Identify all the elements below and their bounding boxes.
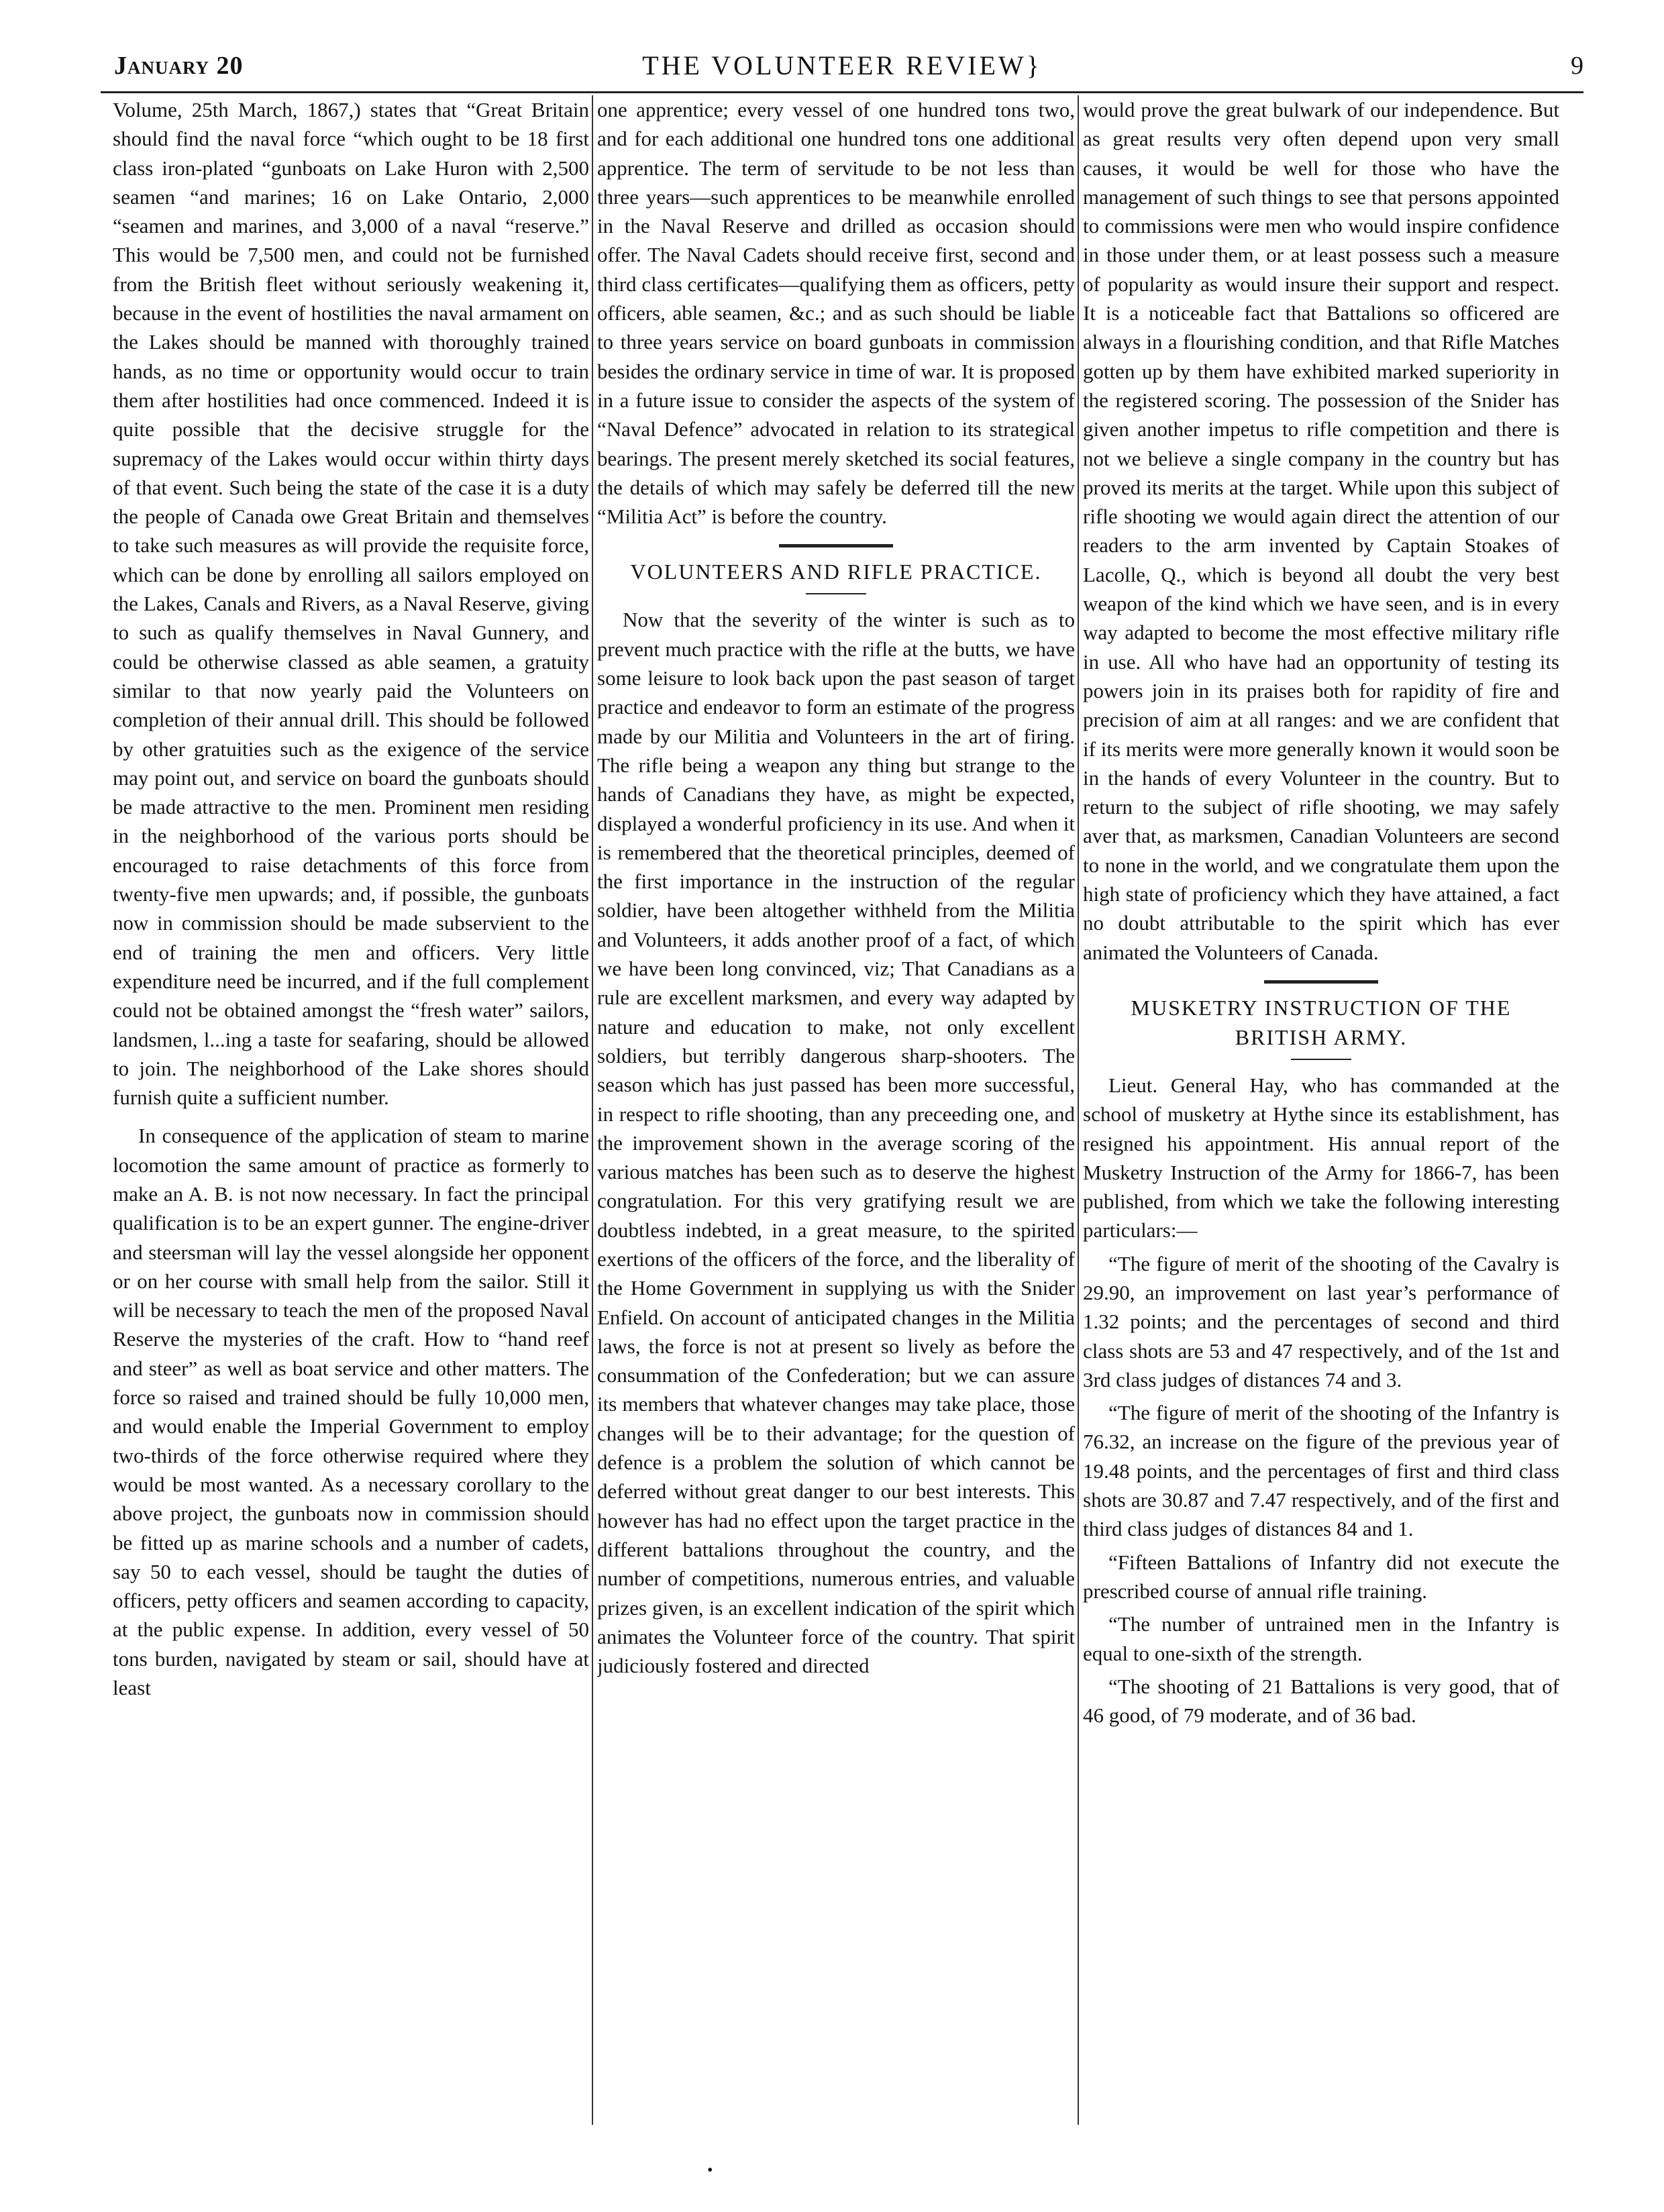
column-divider xyxy=(592,95,593,2125)
column-2 xyxy=(597,95,1075,2125)
section-divider xyxy=(1264,980,1378,984)
section-heading: MUSKETRY INSTRUCTION OF THE BRITISH ARMY. xyxy=(1131,995,1512,1049)
column-1 xyxy=(113,95,589,2125)
paragraph: “The number of untrained men in the Infantry is equal to one-sixth of the strength. xyxy=(1083,1612,1559,1665)
newspaper-title: THE VOLUNTEER REVIEW} xyxy=(642,50,1042,81)
paragraph: “Fifteen Battalions of Infantry did not execute the prescribed course of annual rifle training. xyxy=(1083,1550,1559,1603)
paragraph: “The figure of merit of the shooting of the Infantry is 76.32, an increase on the figure of the previous year of 19.48 points, and the percentages of first and third class shots are 30.87 and 7.47 respectively, and of the first and third class judges of distances 84 and 1. xyxy=(1083,1401,1559,1541)
paragraph: would prove the great bulwark of our independence. But as great results very often depend upon very small causes, it would be well for those who have the management of such things to see that persons appointed to commissions were men who would inspire confidence in those under them, or at least possess such a measure of popularity as would insure their support and respect. It is a noticeable fact that Battalions so officered are always in a flourishing condition, and that Rifle Matches gotten up by them have exhibited marked superiority in the registered scoring. The possession of the Snider has given another impetus to rifle competition and there is not we believe a single company in the country but has proved its merits at the target. While upon this subject of rifle shooting we would again direct the attention of our readers to the arm invented by Captain Stoakes of Lacolle, Q., which is beyond all doubt the very best weapon of the kind which we have seen, and is in every way adapted to become the most effective military rifle in use. All who have had an opportunity of testing its powers join in its praises both for rapidity of fire and precision of aim at all ranges: and we are confident that if its merits were more generally known it would soon be in the hands of every Volunteer in the country. But to return to the subject of rifle shooting, we may safely aver that, as marksmen, Canadian Volunteers are second to none in the world, and we congratulate them upon the high state of proficiency which they have attained, a fact no doubt attributable to the spirit which has ever animated the Volunteers of Canada. xyxy=(1083,98,1559,964)
section-divider xyxy=(779,544,893,547)
paragraph: Lieut. General Hay, who has commanded at the school of musketry at Hythe since its establishment, has resigned his appointment. His annual report of the Musketry Instruction of the Army for 1866-7, has been published, from which we take the following interesting particulars:— xyxy=(1083,1073,1559,1243)
column-3 xyxy=(1083,95,1559,2125)
page-mark: • xyxy=(707,2162,713,2179)
issue-date: January 20 xyxy=(114,52,244,80)
heading-rule xyxy=(1291,1059,1351,1060)
heading-rule xyxy=(806,593,866,594)
paragraph: one apprentice; every vessel of one hundred tons two, and for each additional one hundred tons one additional apprentice. The term of servitude to be not less than three years—such apprentices to be meanwhile enrolled in the Naval Reserve and drilled as occasion should offer. The Naval Cadets should receive first, second and third class certificates—qualifying them as officers, petty officers, able seamen, &c.; and as such should be liable to three years service on board gunboats in commission besides the ordinary service in time of war. It is proposed in a future issue to consider the aspects of the system of “Naval Defence” advocated in relation to its strategical bearings. The present merely sketched its social features, the details of which may safely be deferred till the new “Militia Act” is before the country. xyxy=(597,98,1075,529)
page-number: 9 xyxy=(1571,52,1583,80)
paragraph: Now that the severity of the winter is such as to prevent much practice with the rifle at the butts, we have some leisure to look back upon the past season of target practice and endeavor to form an estimate of the progress made by our Militia and Volunteers in the art of firing. The rifle being a weapon any thing but strange to the hands of Canadians they have, as might be expected, displayed a wonderful proficiency in its use. And when it is remembered that the theoretical principles, deemed of the first importance in the instruction of the regular soldier, have been altogether withheld from the Militia and Volunteers, it adds another proof of a fact, of which we have been long convinced, viz; That Canadians as a rule are excellent marksmen, and every way adapted by nature and education to make, not only excellent soldiers, but terribly dangerous sharp-shooters. The season which has just passed has been more successful, in respect to rifle shooting, than any preceeding one, and the improvement shown in the average scoring of the various matches has been such as to deserve the highest congratulation. For this very gratifying result we are doubtless indebted, in a great measure, to the spirited exertions of the officers of the force, and the liberality of the Home Government in supplying us with the Snider Enfield. On account of anticipated changes in the Militia laws, the force is not at present so lively as before the consummation of the Confederation; but we can assure its members that whatever changes may take place, those changes will be to their advantage; for the question of defence is a problem the solution of which cannot be deferred without great danger to our best interests. This however has had no effect upon the target practice in the different battalions throughout the country, and the number of competitions, numerous entries, and valuable prizes given, is an excellent indication of the spirit which animates the Volunteer force of the country. That spirit judiciously fostered and directed xyxy=(597,608,1075,1678)
paragraph: “The figure of merit of the shooting of the Cavalry is 29.90, an improvement on last year’s performance of 1.32 points; and the percentages of second and third class shots are 53 and 47 respectively, and of the 1st and 3rd class judges of distances 74 and 3. xyxy=(1083,1251,1559,1391)
page-header xyxy=(101,47,1583,87)
section-heading: VOLUNTEERS AND RIFLE PRACTICE. xyxy=(630,560,1042,584)
paragraph: Volume, 25th March, 1867,) states that “Great Britain should find the naval force “which ought to be 18 first class iron-plated “gunboats on Lake Huron with 2,500 seamen “and marines; 16 on Lake Ontario, 2,000 “seamen and marines, and 3,000 of a naval “reserve.” This would be 7,500 men, and could not be furnished from the British fleet without seriously weakening it, because in the event of hostilities the naval armament on the Lakes should be manned with thoroughly trained hands, as no time or opportunity would occur to train them after hostilities had once commenced. Indeed it is quite possible that the decisive struggle for the supremacy of the Lakes would occur within thirty days of that event. Such being the state of the case it is a duty the people of Canada owe Great Britain and themselves to take such measures as will provide the requisite force, which can be done by enrolling all sailors employed on the Lakes, Canals and Rivers, as a Naval Reserve, giving to such as qualify themselves in Naval Gunnery, and could be otherwise classed as able seamen, a gratuity similar to that now yearly paid the Volunteers on completion of their annual drill. This should be followed by other gratuities such as the exigence of the service may point out, and service on board the gunboats should be made attractive to the men. Prominent men residing in the neighborhood of the various ports should be encouraged to raise detachments of this force from twenty-five men upwards; and, if possible, the gunboats now in commission should be made subservient to the end of training the men and officers. Very little expenditure need be incurred, and if the full complement could not be obtained amongst the “fresh water” sailors, landsmen, l...ing a taste for seafaring, should be allowed to join. The neighborhood of the Lake shores should furnish quite a sufficient number. xyxy=(113,98,589,1110)
column-divider xyxy=(1078,95,1079,2125)
paragraph: “The shooting of 21 Battalions is very good, that of 46 good, of 79 moderate, and of 36 bad. xyxy=(1083,1674,1559,1728)
header-rule xyxy=(101,91,1583,93)
paragraph: In consequence of the application of steam to marine locomotion the same amount of practice as formerly to make an A. B. is not now necessary. In fact the principal qualification is to be an expert gunner. The engine-driver and steersman will lay the vessel alongside her opponent or on her course with small help from the sailor. Still it will be necessary to teach the men of the proposed Naval Reserve the mysteries of the craft. How to “hand reef and steer” as well as boat service and other matters. The force so raised and trained should be fully 10,000 men, and would enable the Imperial Government to employ two-thirds of the force otherwise required where they would be most wanted. As a necessary corollary to the above project, the gunboats now in commission should be fitted up as marine schools and a number of cadets, say 50 to each vessel, should be taught the duties of officers, petty officers and seamen according to capacity, at the public expense. In addition, every vessel of 50 tons burden, navigated by steam or sail, should have at least xyxy=(113,1124,589,1700)
